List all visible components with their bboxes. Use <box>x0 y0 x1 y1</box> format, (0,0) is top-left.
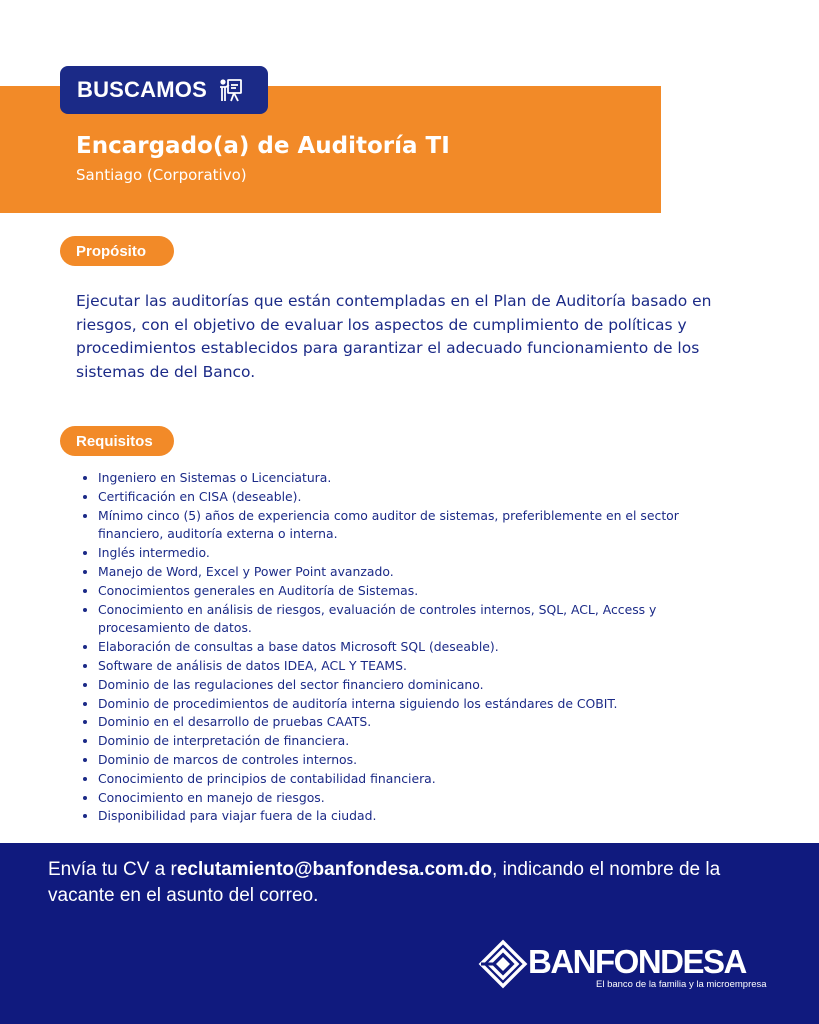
purpose-tag: Propósito <box>60 236 174 266</box>
list-item: • Conocimiento en análisis de riesgos, evaluación de controles internos, SQL, ACL, Access y procesamiento de datos. <box>98 601 738 639</box>
presenter-board-icon <box>217 77 243 103</box>
banfondesa-diamond-logo <box>478 939 528 989</box>
list-item: • Certificación en CISA (deseable). <box>98 488 738 507</box>
list-item: • Dominio de las regulaciones del sector financiero dominicano. <box>98 676 738 695</box>
job-location: Santiago (Corporativo) <box>76 166 247 184</box>
purpose-text: Ejecutar las auditorías que están contempladas en el Plan de Auditoría basado en riesgos, con el objetivo de evaluar los aspectos de cumplimiento de políticas y procedimientos establecidos para garantizar el adecuado funcionamiento de los sistemas de del Banco. <box>76 292 712 381</box>
list-item: • Conocimiento de principios de contabilidad financiera. <box>98 770 738 789</box>
list-item: • Software de análisis de datos IDEA, ACL Y TEAMS. <box>98 657 738 676</box>
list-item: • Mínimo cinco (5) años de experiencia como auditor de sistemas, preferiblemente en el sector financiero, auditoría externa o interna. <box>98 507 738 545</box>
requirements-tag: Requisitos <box>60 426 174 456</box>
brand-block <box>478 939 767 995</box>
recruitment-email-link[interactable]: eclutamiento@banfondesa.com.do <box>176 859 493 880</box>
footer-suffix: , indicando el nombre de la vacante en el asunto del correo. <box>48 859 721 906</box>
list-item: • Disponibilidad para viajar fuera de la ciudad. <box>98 807 738 826</box>
list-item: • Conocimientos generales en Auditoría de Sistemas. <box>98 582 738 601</box>
list-item: • Conocimiento en manejo de riesgos. <box>98 789 738 808</box>
list-item: • Ingeniero en Sistemas o Licenciatura. <box>98 469 738 488</box>
list-item: • Dominio de procedimientos de auditoría interna siguiendo los estándares de COBIT. <box>98 695 738 714</box>
list-item: • Dominio de marcos de controles internos. <box>98 751 738 770</box>
buscamos-label: BUSCAMOS <box>77 77 207 102</box>
list-item: • Inglés intermedio. <box>98 544 738 563</box>
brand-tagline: El banco de la familia y la microempresa <box>596 979 767 990</box>
list-item: • Dominio en el desarrollo de pruebas CAATS. <box>98 713 738 732</box>
footer-prefix: Envía tu CV a r <box>48 859 177 880</box>
brand-name: BANFONDESA <box>528 943 746 980</box>
buscamos-badge <box>60 66 268 114</box>
list-item: • Dominio de interpretación de financiera. <box>98 732 738 751</box>
list-item: • Manejo de Word, Excel y Power Point avanzado. <box>98 563 738 582</box>
requirements-list <box>79 469 738 826</box>
footer-text <box>48 857 778 909</box>
list-item: • Elaboración de consultas a base datos Microsoft SQL (deseable). <box>98 638 738 657</box>
job-title: Encargado(a) de Auditoría TI <box>76 133 450 159</box>
